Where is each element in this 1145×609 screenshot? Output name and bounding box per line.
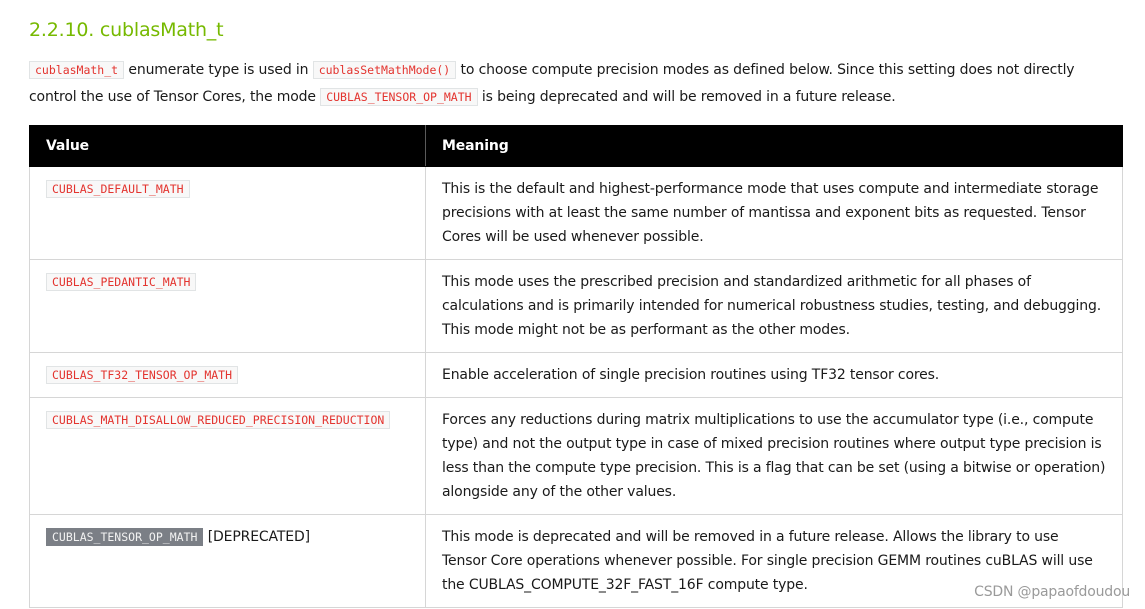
intro-text-3: is being deprecated and will be removed in a future release. xyxy=(477,89,896,105)
enum-value-code: CUBLAS_DEFAULT_MATH xyxy=(46,180,190,198)
table-header-row xyxy=(30,126,1123,167)
table-row xyxy=(30,515,1123,608)
value-cell xyxy=(30,260,426,353)
meaning-cell: This is the default and highest-performance mode that uses compute and intermediate storage precisions with at least the same number of mantissa and exponent bits as requested. Tensor Cores will be used whenever possible. xyxy=(426,167,1123,260)
intro-text-2: to choose compute precision modes as defined below. Since this setting does not directly control the use of Tensor Cores, the mode xyxy=(29,62,1075,105)
meaning-cell: Enable acceleration of single precision routines using TF32 tensor cores. xyxy=(426,353,1123,398)
table-row xyxy=(30,260,1123,353)
section-heading: 2.2.10. cublasMath_t xyxy=(29,19,224,41)
table-row xyxy=(30,353,1123,398)
meaning-cell: Forces any reductions during matrix multiplications to use the accumulator type (i.e., compute type) and not the output type in case of mixed precision routines where output type precision is less than the compute type precision. This is a flag that can be set (using a bitwise or operation) alongside any of the other values. xyxy=(426,398,1123,515)
enum-table xyxy=(29,125,1123,608)
header-meaning: Meaning xyxy=(426,126,1123,167)
header-value: Value xyxy=(30,126,426,167)
table-row xyxy=(30,167,1123,260)
inline-code-type: cublasMath_t xyxy=(29,61,124,79)
intro-paragraph xyxy=(29,57,1119,111)
inline-code-function: cublasSetMathMode() xyxy=(313,61,457,79)
meaning-cell: This mode uses the prescribed precision and standardized arithmetic for all phases of calculations and is primarily intended for numerical robustness studies, testing, and debugging. This mode might not be as performant as the other modes. xyxy=(426,260,1123,353)
value-cell xyxy=(30,353,426,398)
deprecated-label: [DEPRECATED] xyxy=(203,529,310,545)
value-cell xyxy=(30,515,426,608)
intro-text-1: enumerate type is used in xyxy=(124,62,313,78)
value-cell xyxy=(30,398,426,515)
watermark: CSDN @papaofdoudou xyxy=(974,584,1130,600)
table-row xyxy=(30,398,1123,515)
enum-value-code: CUBLAS_PEDANTIC_MATH xyxy=(46,273,196,291)
enum-value-code: CUBLAS_TENSOR_OP_MATH xyxy=(46,528,203,546)
enum-value-code: CUBLAS_MATH_DISALLOW_REDUCED_PRECISION_REDUCTION xyxy=(46,411,390,429)
value-cell xyxy=(30,167,426,260)
enum-value-code: CUBLAS_TF32_TENSOR_OP_MATH xyxy=(46,366,238,384)
meaning-cell: This mode is deprecated and will be removed in a future release. Allows the library to use Tensor Core operations whenever possible. For single precision GEMM routines cuBLAS will use the CUBLAS_COMPUTE_32F_FAST_16F compute type. xyxy=(426,515,1123,608)
inline-code-mode: CUBLAS_TENSOR_OP_MATH xyxy=(320,88,477,106)
